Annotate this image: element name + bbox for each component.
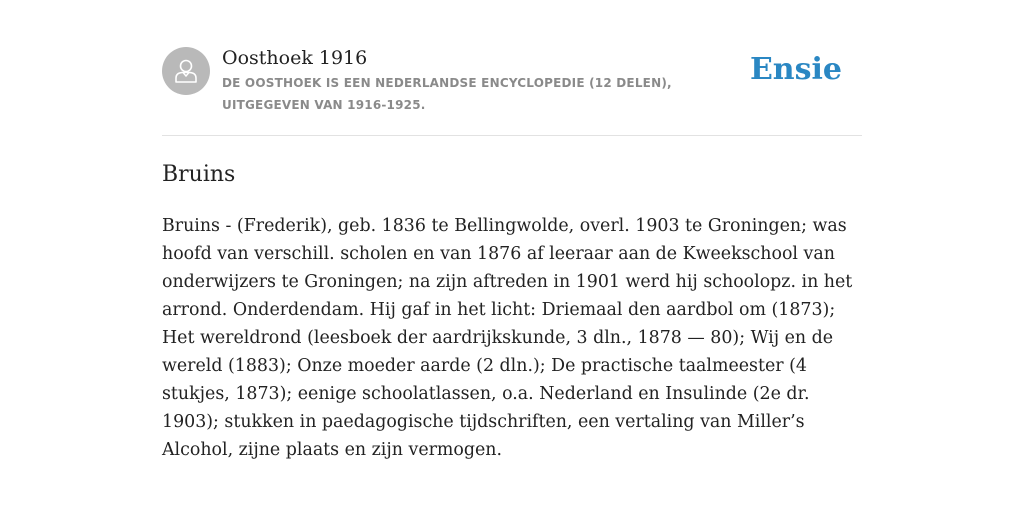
source-avatar[interactable] <box>162 47 210 95</box>
entry-title: Bruins <box>162 162 236 187</box>
source-header <box>162 0 862 136</box>
source-description: DE OOSTHOEK IS EEN NEDERLANDSE ENCYCLOPEDIE (12 DELEN), UITGEGEVEN VAN 1916-1925. <box>222 76 672 112</box>
entry-body: Bruins - (Frederik), geb. 1836 te Bellingwolde, overl. 1903 te Groningen; was hoofd van verschill. scholen en van 1876 af leeraar aan de Kweekschool van onderwijzers te Groningen; na zijn aftreden in 1901 werd hij schoolopz. in het arrond. Onderdendam. Hij gaf in het licht: Driemaal den aardbol om (1873); Het wereldrond (leesboek der aardrijkskunde, 3 dln., 1878 — 80); Wij en de wereld (1883); Onze moeder aarde (2 dln.); De practische taalmeester (4 stukjes, 1873); eenige schoolatlassen, o.a. Nederland en Insulinde (2e dr. 1903); stukken in paedagogische tijdschriften, een vertaling van Miller’s Alcohol, zijne plaats en zijn vermogen. <box>162 216 853 460</box>
user-icon <box>171 56 201 86</box>
source-title[interactable]: Oosthoek 1916 <box>222 47 368 69</box>
ensie-logo-link[interactable]: Ensie <box>749 52 842 87</box>
page-content <box>162 0 862 460</box>
